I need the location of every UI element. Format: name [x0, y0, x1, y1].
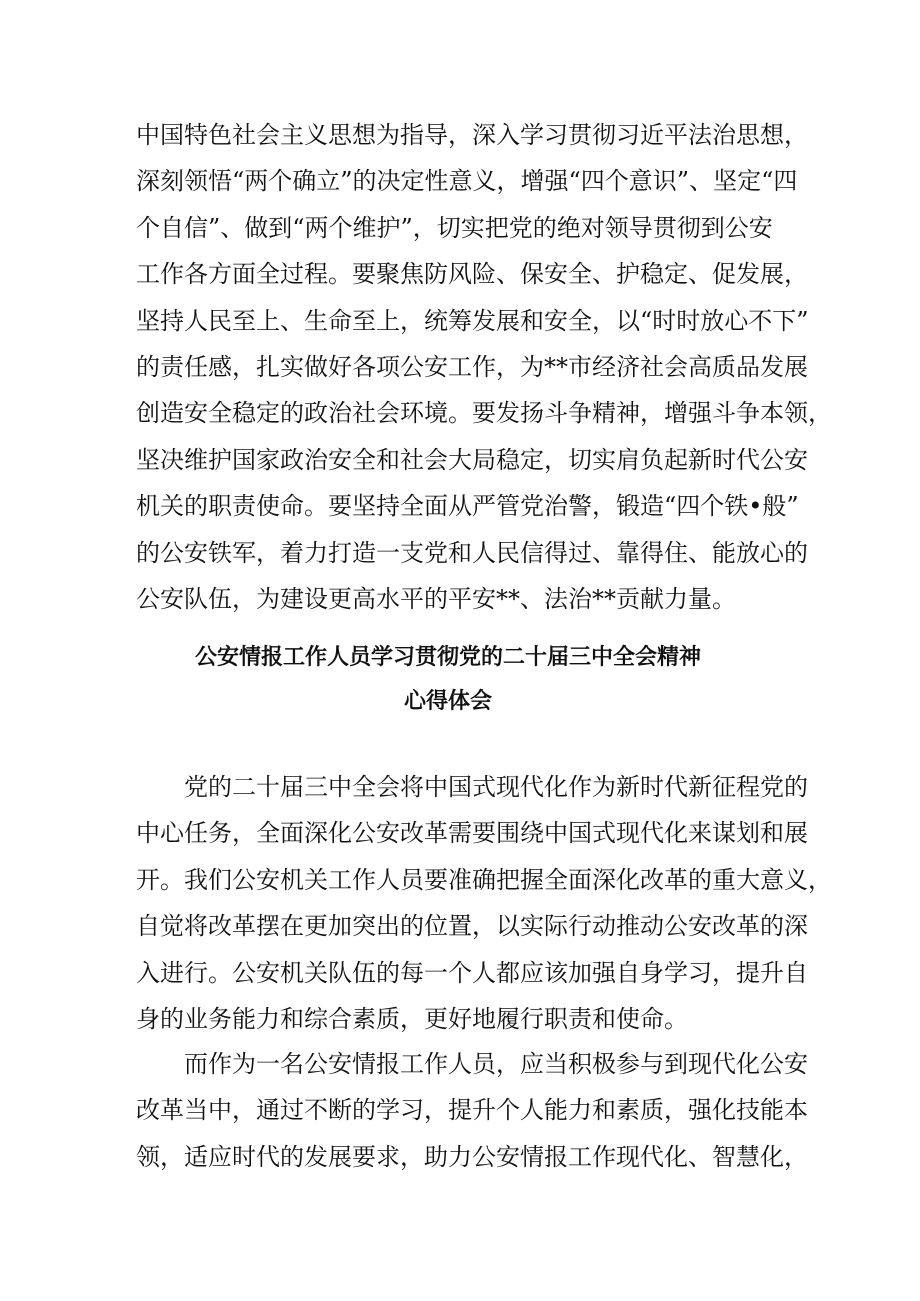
- text-line: 入进行。公安机关队伍的每一个人都应该加强自身学习，提升自: [136, 958, 808, 987]
- text-line: 工作各方面全过程。要聚焦防风险、保安全、护稳定、促发展，: [136, 260, 808, 289]
- text-line: 自觉将改革摆在更加突出的位置，以实际行动推动公安改革的深: [136, 912, 808, 941]
- text-line: 而作为一名公安情报工作人员，应当积极参与到现代化公安: [136, 1050, 808, 1078]
- text-line: 的公安铁军，着力打造一支党和人民信得过、靠得住、能放心的: [136, 538, 808, 567]
- text-line: 开。我们公安机关工作人员要准确把握全面深化改革的重大意义，: [136, 865, 832, 894]
- paragraph-1: [136, 764, 832, 1042]
- text-line: 中心任务，全面深化公安改革需要围绕中国式现代化来谋划和展: [136, 819, 808, 848]
- text-line: 中国特色社会主义思想为指导，深入学习贯彻习近平法治思想，: [136, 121, 808, 149]
- text-line: 深刻领悟“两个确立”的决定性意义，增强“四个意识”、坚定“四: [136, 167, 798, 196]
- article-title: [0, 636, 908, 724]
- text-line: 党的二十届三中全会将中国式现代化作为新时代新征程党的: [136, 773, 808, 801]
- text-line: 个自信”、做到“两个维护”，切实把党的绝对领导贯彻到公安: [136, 213, 773, 242]
- text-line: 创造安全稳定的政治社会环境。要发扬斗争精神，增强斗争本领，: [136, 399, 832, 428]
- paragraph-continuation: [136, 112, 832, 622]
- text-line: 身的业务能力和综合素质，更好地履行职责和使命。: [136, 1005, 688, 1034]
- article-title-line-1: 公安情报工作人员学习贯彻党的二十届三中全会精神: [194, 645, 701, 670]
- paragraph-2: [136, 1041, 808, 1180]
- article-title-line-2: 心得体会: [403, 689, 492, 714]
- text-line: 改革当中，通过不断的学习，提升个人能力和素质，强化技能本: [136, 1096, 808, 1125]
- text-line: 领，适应时代的发展要求，助力公安情报工作现代化、智慧化，: [136, 1142, 808, 1171]
- text-line: 机关的职责使命。要坚持全面从严管党治警，锻造“四个铁•般”: [136, 492, 799, 521]
- text-line: 公安队伍，为建设更高水平的平安**、法治**贡献力量。: [136, 585, 736, 614]
- text-line: 坚决维护国家政治安全和社会大局稳定，切实肩负起新时代公安: [136, 445, 808, 474]
- text-line: 的责任感，扎实做好各项公安工作，为**市经济社会高质品发展: [136, 353, 808, 382]
- text-line: 坚持人民至上、生命至上，统筹发展和安全，以“时时放心不下”: [136, 306, 809, 335]
